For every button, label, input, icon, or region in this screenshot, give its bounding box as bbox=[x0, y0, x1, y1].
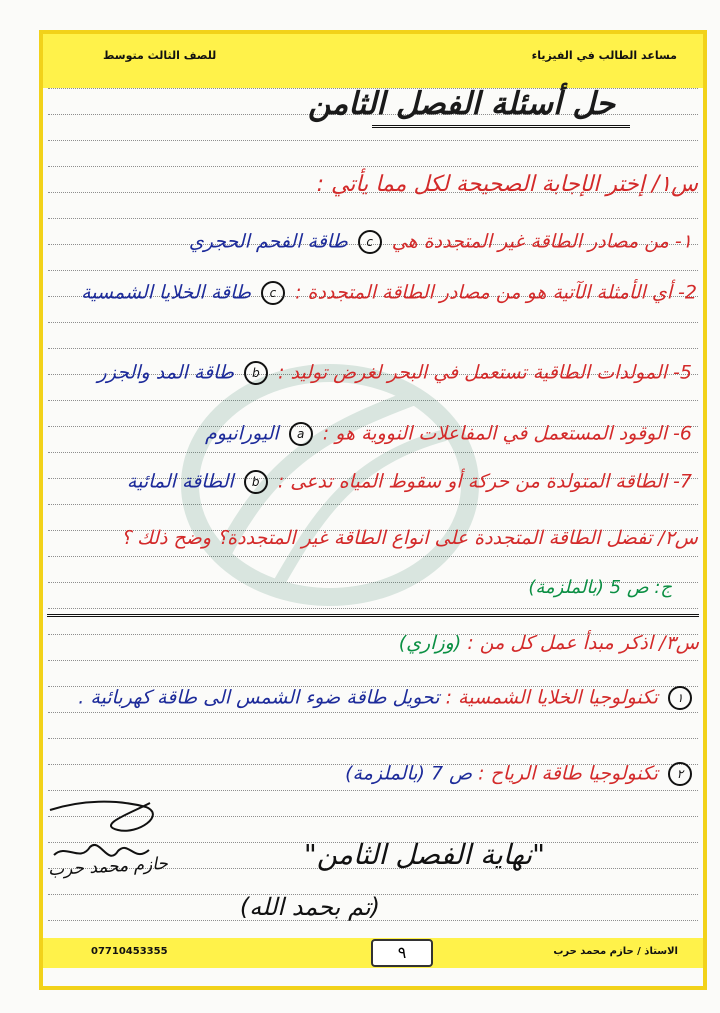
item-2-answer: طاقة الخلايا الشمسية bbox=[81, 281, 252, 304]
question-1-item-7 bbox=[127, 470, 692, 494]
item-1-answer: تحويل طاقة ضوء الشمس الى طاقة كهربائية . bbox=[78, 686, 440, 709]
item-1-question: تكنولوجيا الخلايا الشمسية : bbox=[445, 686, 658, 709]
item-6-number: 6- bbox=[673, 422, 692, 445]
question-3-heading bbox=[399, 632, 699, 654]
question-1-item-6 bbox=[205, 422, 692, 446]
choice-c-circle: c bbox=[261, 281, 285, 305]
question-3-note: (وزاري) bbox=[398, 632, 462, 654]
item-7-answer: الطاقة المائية bbox=[126, 470, 234, 493]
item-2-circle: ٢ bbox=[668, 762, 692, 786]
question-1-item-5 bbox=[98, 361, 692, 385]
footer-phone: 07710453355 bbox=[91, 946, 168, 957]
question-1-heading bbox=[317, 172, 698, 197]
item-1-number: ١- bbox=[674, 230, 692, 253]
footer-band bbox=[43, 938, 703, 968]
item-2-question: أي الأمثلة الآتية هو من مصادر الطاقة المتجددة : bbox=[295, 281, 672, 304]
item-1-circle: ١ bbox=[668, 686, 692, 710]
question-2: س٢/ تفضل الطاقة المتجددة على انواع الطاقة غير المتجددة؟ وضح ذلك ؟ bbox=[121, 527, 698, 549]
question-1-label: س١/ إختر الإجابة الصحيحة لكل مما يأتي : bbox=[316, 172, 698, 197]
item-5-answer: طاقة المد والجزر bbox=[97, 361, 234, 384]
title-underline bbox=[372, 125, 630, 128]
choice-b-circle: b bbox=[244, 361, 268, 385]
page-title: حل أسئلة الفصل الثامن bbox=[307, 86, 615, 122]
question-2-answer: ج: ص 5 (بالملزمة) bbox=[528, 577, 672, 598]
item-7-number: 7- bbox=[673, 470, 692, 493]
question-3-label: س٣/ اذكر مبدأ عمل كل من : bbox=[467, 632, 699, 654]
question-1-item-1 bbox=[189, 230, 692, 254]
item-6-answer: اليورانيوم bbox=[205, 422, 279, 445]
question-1-item-2 bbox=[81, 281, 697, 305]
header-subject: مساعد الطالب في الفيزياء bbox=[531, 49, 677, 62]
item-1-answer: طاقة الفحم الحجري bbox=[188, 230, 348, 253]
item-5-number: 5- bbox=[673, 361, 692, 384]
item-2-number: 2- bbox=[678, 281, 697, 304]
choice-b-circle: b bbox=[244, 470, 268, 494]
signature-text: حازم محمد حرب bbox=[47, 853, 169, 881]
item-2-question: تكنولوجيا طاقة الرياح : bbox=[478, 762, 658, 785]
item-6-question: الوقود المستعمل في المفاعلات النووية هو : bbox=[322, 422, 667, 445]
footer-teacher: الاستاذ / حازم محمد حرب bbox=[553, 946, 678, 957]
choice-a-circle: a bbox=[289, 422, 313, 446]
item-2-answer: ص 7 (بالملزمة) bbox=[345, 762, 473, 785]
section-divider bbox=[47, 614, 699, 617]
question-3-item-2 bbox=[345, 762, 696, 786]
page-number: ٩ bbox=[371, 939, 433, 967]
item-5-question: المولدات الطاقية تستعمل في البحر لغرض توليد : bbox=[278, 361, 667, 384]
item-7-question: الطاقة المتولدة من حركة أو سقوط المياه تدعى : bbox=[277, 470, 667, 493]
header-grade: للصف الثالث متوسط bbox=[103, 49, 217, 62]
choice-c-circle: c bbox=[358, 230, 382, 254]
item-1-question: من مصادر الطاقة غير المتجددة هي bbox=[391, 230, 669, 253]
header-band bbox=[43, 34, 703, 88]
end-of-chapter: "نهاية الفصل الثامن" bbox=[303, 838, 545, 871]
question-3-item-1 bbox=[78, 686, 696, 710]
closing-text: (تم بحمد الله) bbox=[239, 893, 380, 921]
